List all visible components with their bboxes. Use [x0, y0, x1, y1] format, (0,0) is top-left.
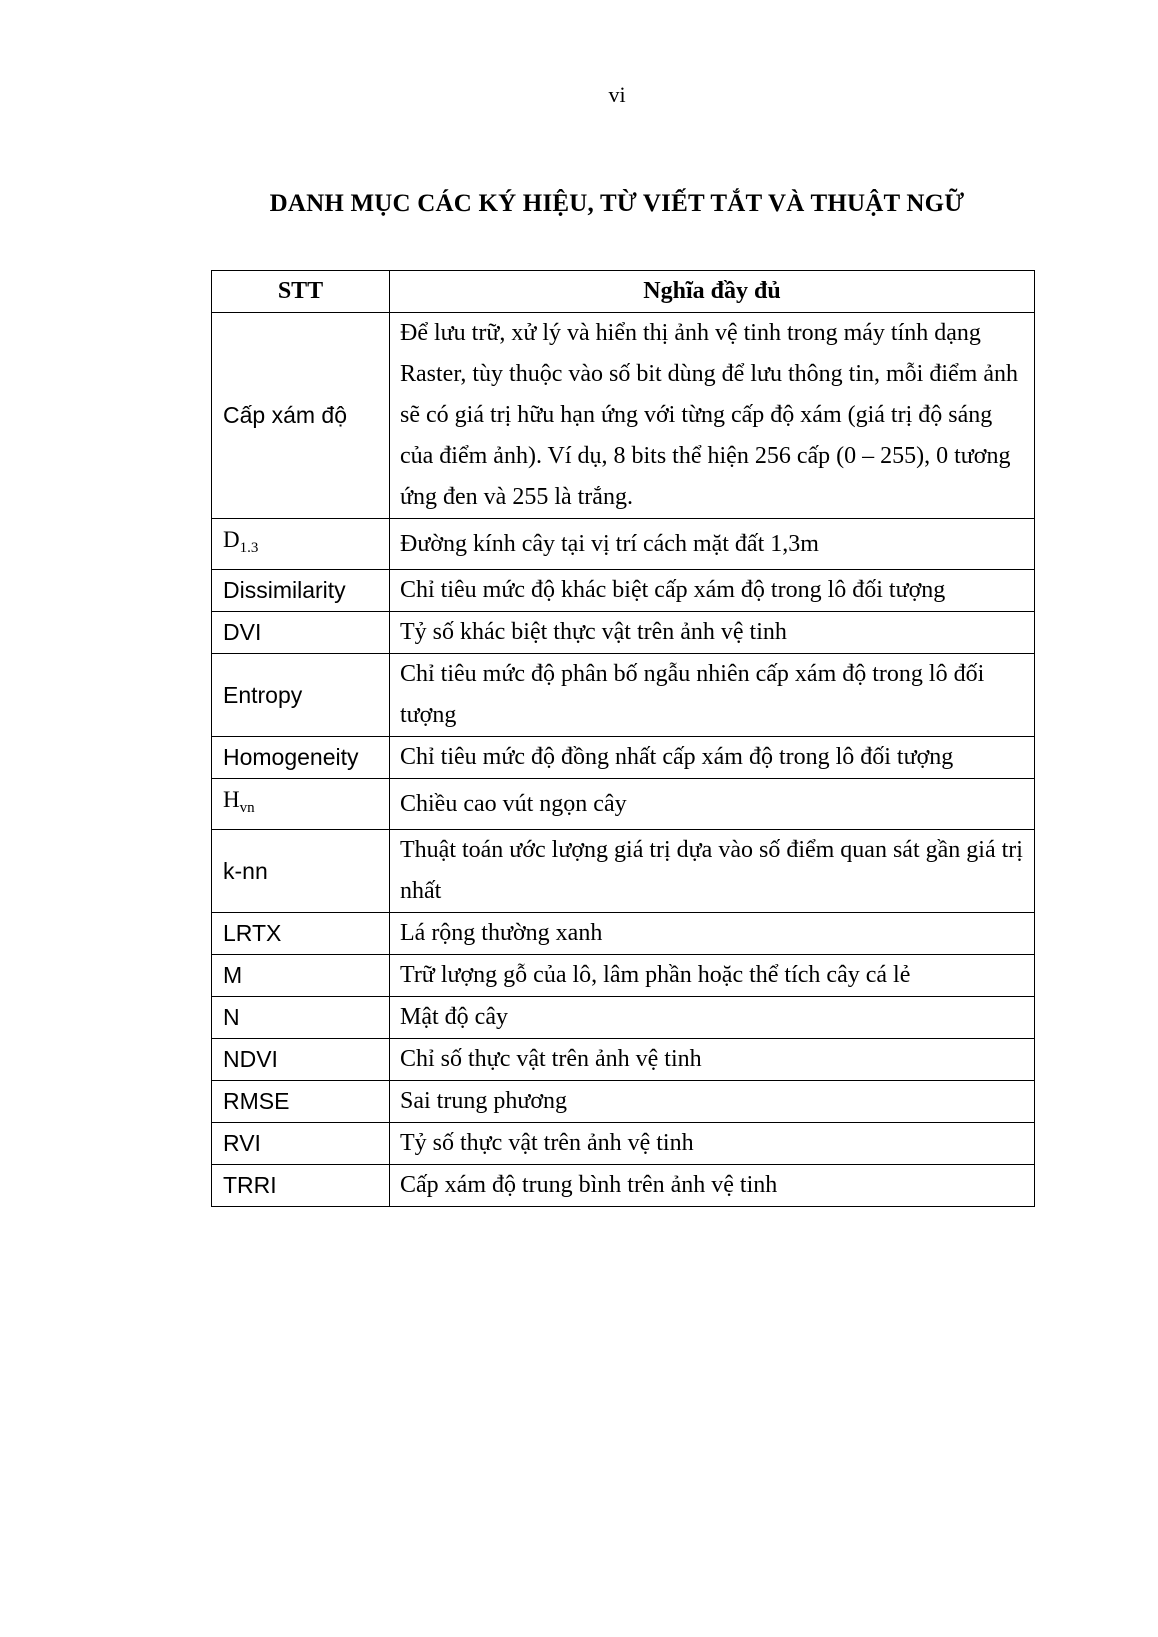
term-text: DVI: [223, 619, 262, 645]
meaning-cell: Chỉ tiêu mức độ phân bố ngẫu nhiên cấp xám độ trong lô đối tượng: [390, 654, 1035, 737]
term-cell: [212, 519, 390, 570]
meaning-cell: Sai trung phương: [390, 1081, 1035, 1123]
term-cell: [212, 913, 390, 955]
term-cell: [212, 654, 390, 737]
term-text: H: [223, 787, 240, 812]
term-cell: [212, 737, 390, 779]
abbreviation-table: [211, 270, 1035, 1207]
column-header-stt: STT: [212, 271, 390, 313]
term-text: Cấp xám độ: [223, 402, 348, 428]
table-row: [212, 313, 1035, 519]
table-row: [212, 737, 1035, 779]
table-row: [212, 612, 1035, 654]
table-row: [212, 1123, 1035, 1165]
table-row: [212, 570, 1035, 612]
term-text: M: [223, 962, 243, 988]
term-cell: [212, 570, 390, 612]
table-row: [212, 519, 1035, 570]
meaning-cell: Tỷ số thực vật trên ảnh vệ tinh: [390, 1123, 1035, 1165]
meaning-cell: Mật độ cây: [390, 997, 1035, 1039]
meaning-cell: Trữ lượng gỗ của lô, lâm phần hoặc thể tích cây cá lẻ: [390, 955, 1035, 997]
term-subscript: 1.3: [239, 540, 259, 556]
term-text: Dissimilarity: [223, 577, 346, 603]
meaning-cell: Tỷ số khác biệt thực vật trên ảnh vệ tinh: [390, 612, 1035, 654]
term-subscript: vn: [239, 800, 255, 816]
meaning-cell: Chiều cao vút ngọn cây: [390, 779, 1035, 830]
page-number: vi: [608, 82, 626, 107]
term-text: RMSE: [223, 1088, 290, 1114]
term-cell: [212, 1123, 390, 1165]
term-text: NDVI: [223, 1046, 278, 1072]
table-row: [212, 1081, 1035, 1123]
term-text: TRRI: [223, 1172, 277, 1198]
term-cell: [212, 997, 390, 1039]
meaning-cell: Chỉ số thực vật trên ảnh vệ tinh: [390, 1039, 1035, 1081]
term-text: RVI: [223, 1130, 261, 1156]
term-text: Entropy: [223, 681, 303, 708]
term-cell: [212, 612, 390, 654]
meaning-cell: Chỉ tiêu mức độ đồng nhất cấp xám độ trong lô đối tượng: [390, 737, 1035, 779]
term-cell: [212, 1039, 390, 1081]
term-text: N: [223, 1004, 240, 1030]
term-text: Homogeneity: [223, 744, 359, 770]
table-row: [212, 913, 1035, 955]
table-row: [212, 955, 1035, 997]
table-row: [212, 1039, 1035, 1081]
term-text: k-nn: [223, 857, 268, 884]
table-row: [212, 779, 1035, 830]
table-row: [212, 654, 1035, 737]
term-text: LRTX: [223, 920, 282, 946]
meaning-cell: Đường kính cây tại vị trí cách mặt đất 1,3m: [390, 519, 1035, 570]
meaning-cell: Chỉ tiêu mức độ khác biệt cấp xám độ trong lô đối tượng: [390, 570, 1035, 612]
column-header-meaning: Nghĩa đầy đủ: [390, 271, 1035, 313]
term-cell: [212, 1165, 390, 1207]
term-cell: [212, 1081, 390, 1123]
term-cell: [212, 955, 390, 997]
table-row: [212, 1165, 1035, 1207]
table-header-row: [212, 271, 1035, 313]
term-cell: [212, 830, 390, 913]
meaning-cell: Để lưu trữ, xử lý và hiển thị ảnh vệ tinh trong máy tính dạng Raster, tùy thuộc vào số bit dùng để lưu thông tin, mỗi điểm ảnh sẽ có giá trị hữu hạn ứng với từng cấp độ xám (giá trị độ sáng của điểm ảnh). Ví dụ, 8 bits thể hiện 256 cấp (0 – 255), 0 tương ứng đen và 255 là trắng.: [390, 313, 1035, 519]
term-cell: [212, 779, 390, 830]
page-title: DANH MỤC CÁC KÝ HIỆU, TỪ VIẾT TẮT VÀ THUẬT NGỮ: [269, 190, 965, 217]
term-cell: [212, 313, 390, 519]
meaning-cell: Cấp xám độ trung bình trên ảnh vệ tinh: [390, 1165, 1035, 1207]
term-text: D: [223, 527, 240, 552]
table-row: [212, 997, 1035, 1039]
table-row: [212, 830, 1035, 913]
meaning-cell: Thuật toán ước lượng giá trị dựa vào số điểm quan sát gần giá trị nhất: [390, 830, 1035, 913]
meaning-cell: Lá rộng thường xanh: [390, 913, 1035, 955]
